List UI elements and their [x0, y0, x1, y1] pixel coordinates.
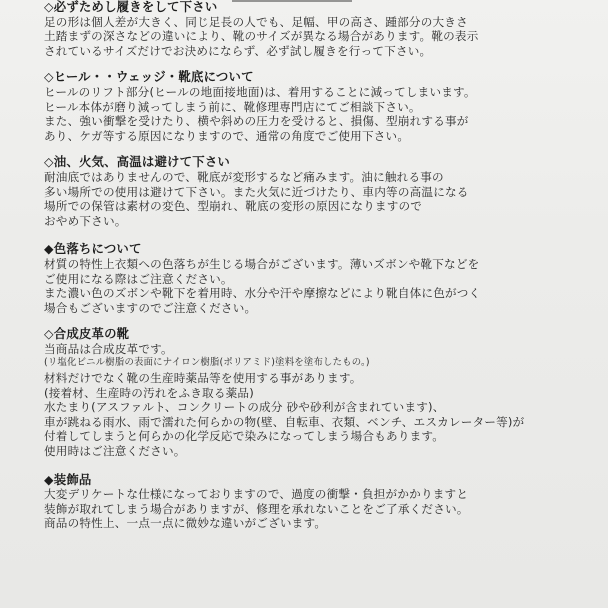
text-line: 装飾が取れてしまう場合がありますが、修理を承れないことをご了承ください。 [44, 501, 469, 516]
text-line: 足の形は個人差が大きく、同じ足長の人でも、足幅、甲の高さ、踵部分の大きさ [44, 14, 468, 29]
section-oil-heat [44, 155, 604, 228]
text-line: 材料だけでなく靴の生産時薬品等を使用する事があります。 [44, 371, 362, 386]
text-line: 水たまり(アスファルト、コンクリートの成分 砂や砂利が含まれています)、 [44, 400, 445, 415]
section-heading: ◇合成皮革の靴 [44, 326, 130, 342]
text-line: 商品の特性上、一点一点に微妙な違いがございます。 [44, 516, 327, 531]
section-decorations [44, 473, 604, 531]
notice-text-block [44, 0, 604, 531]
text-line: (リ塩化ビニル樹脂の表面にナイロン樹脂(ポリアミド)塗料を塗布したもの。) [44, 357, 370, 369]
text-line: (接着材、生産時の汚れをふき取る薬品) [44, 385, 254, 400]
section-color-fade [44, 242, 604, 315]
text-line: ご使用になる際はご注意ください。 [44, 271, 233, 286]
section-heading: ◆装飾品 [44, 471, 92, 487]
section-heel [44, 70, 604, 143]
text-line: ヒール本体が磨り減ってしまう前に、靴修理専門店にてご相談下さい。 [44, 99, 421, 114]
text-line: 耐油底ではありませんので、靴底が変形するなど痛みます。油に触れる事の [44, 169, 444, 184]
text-line: 材質の特性上衣類への色落ちが生じる場合がございます。薄いズボンや靴下などを [44, 256, 480, 271]
text-line: あり、ケガ等する原因になりますので、通常の角度でご使用下さい。 [44, 128, 410, 143]
text-line: 大変デリケートな仕様になっておりますので、過度の衝撃・負担がかかりますと [44, 487, 469, 502]
text-line: 使用時はご注意ください。 [44, 444, 186, 459]
section-heading: ◆色落ちについて [44, 241, 142, 257]
text-line: 場合もございますのでご注意ください。 [44, 300, 257, 315]
text-line: おやめ下さい。 [44, 213, 127, 228]
text-line: 場所での保管は素材の変色、型崩れ、靴底の変形の原因になりますので [44, 199, 423, 214]
text-line: 車が跳ねる雨水、雨で濡れた何らかの物(壁、自転車、衣類、ベンチ、エスカレーター等)が [44, 414, 525, 429]
text-line: ヒールのリフト部分(ヒールの地面接地面)は、着用することに減ってしまいます。 [44, 84, 476, 99]
text-line: 付着してしまうと何らかの化学反応で染みになってしまう場合もあります。 [44, 429, 445, 444]
section-heading: ◇ヒール・・ウェッジ・靴底について [44, 69, 254, 85]
section-heading: ◇必ずためし履きをして下さい [44, 0, 218, 14]
text-line: 土踏まずの深さなどの違いにより、靴のサイズが異なる場合があります。靴の表示 [44, 29, 479, 44]
text-line: 多い場所での使用は避けて下さい。また火気に近づけたり、車内等の高温になる [44, 184, 469, 199]
text-line: また、強い衝撃を受けたり、横や斜めの圧力を受けると、損傷、型崩れする事が [44, 114, 469, 129]
text-line: されているサイズだけでお決めにならず、必ず試し履きを行って下さい。 [44, 43, 432, 58]
section-try-on [44, 0, 604, 58]
section-heading: ◇油、火気、高温は避けて下さい [44, 154, 230, 170]
section-synthetic-leather [44, 327, 604, 458]
text-line: また濃い色のズボンや靴下を着用時、水分や汗や摩擦などにより靴自体に色がつく [44, 286, 481, 301]
text-line: 当商品は合成皮革です。 [44, 341, 173, 356]
